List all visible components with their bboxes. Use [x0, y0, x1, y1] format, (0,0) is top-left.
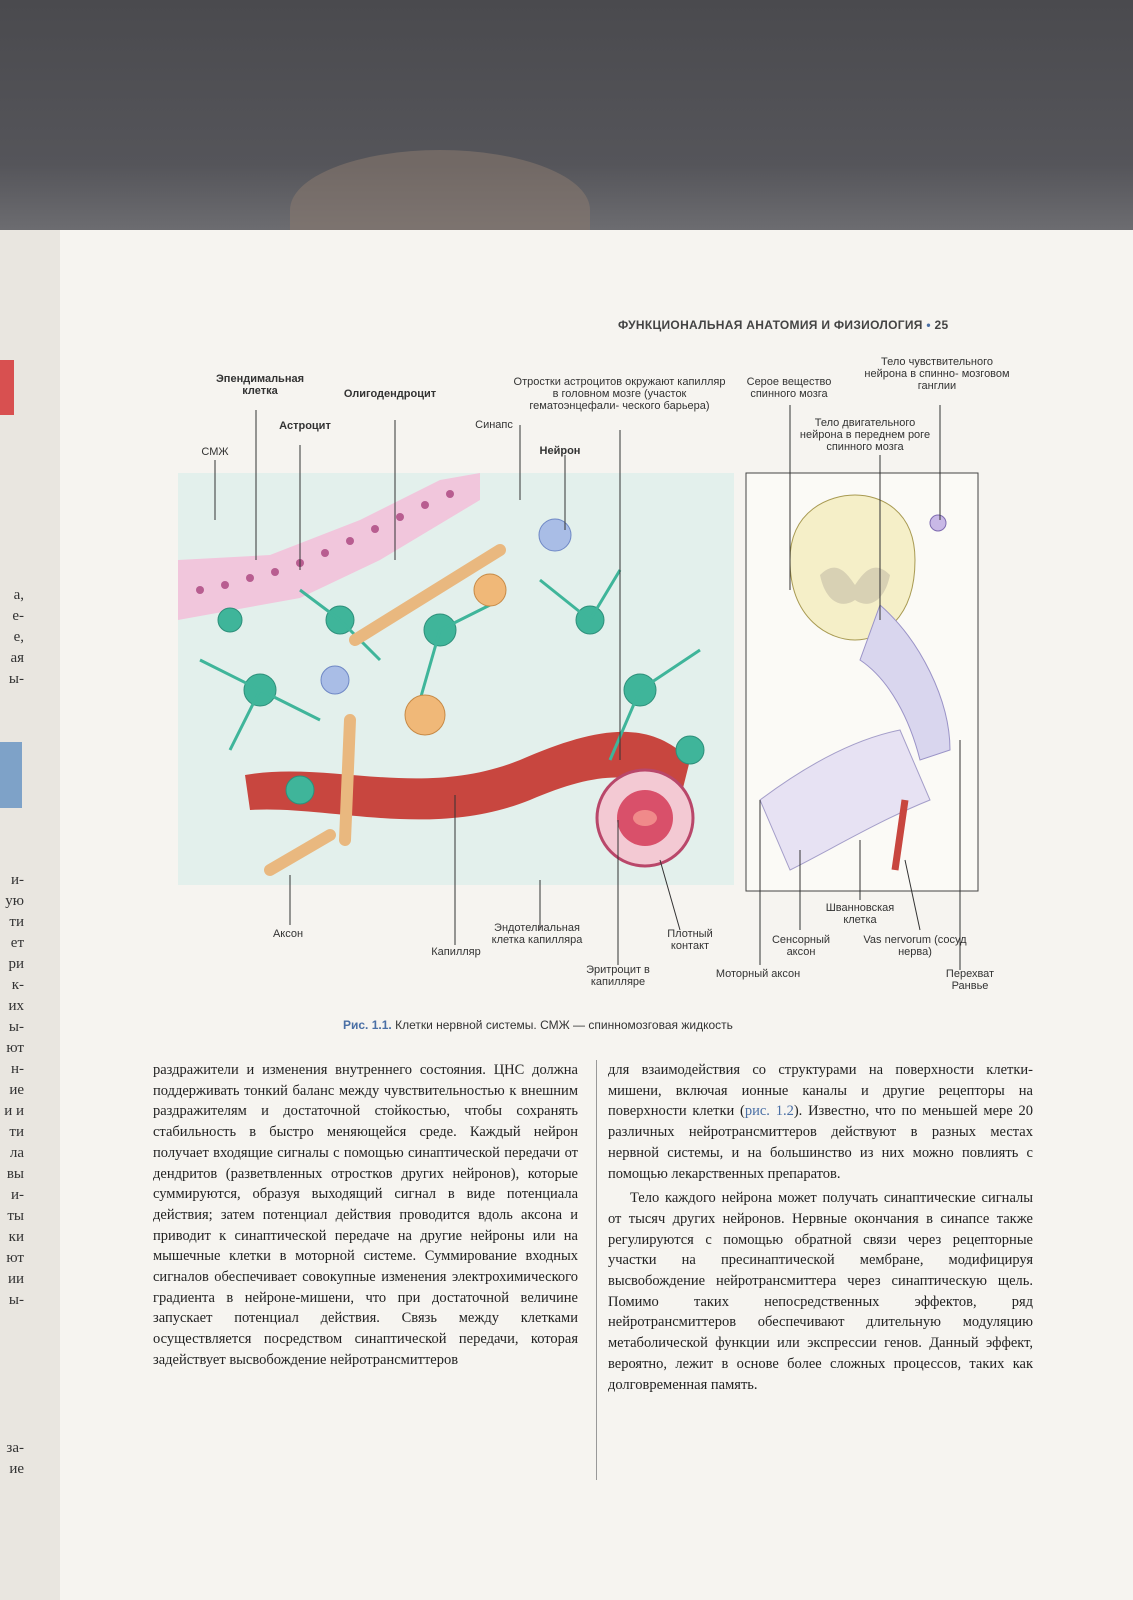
- prev-page-fragment: за-: [6, 1440, 24, 1456]
- label-oligodendrocyte: Олигодендроцит: [343, 388, 437, 400]
- label-sensory-body: Тело чувствительного нейрона в спинно- мозговом ганглии: [864, 356, 1010, 392]
- running-head-title: ФУНКЦИОНАЛЬНАЯ АНАТОМИЯ И ФИЗИОЛОГИЯ: [618, 318, 923, 332]
- paragraph-right-2: Тело каждого нейрона может получать синаптические сигналы от тысяч других нейронов. Нервные окончания в синапсе также регулируются с помощью обратной связи через рецепторные участки на пресинаптической мембране, модифицируя высвобождение нейротрансмиттера через синаптическую щель. Помимо таких непосредственных эффектов, ряд нейротрансмиттеров обеспечивают длительную модуляцию метаболической функции или экспрессии генов. Данный эффект, вероятно, лежит в основе более сложных процессов, таких как долговременная память.: [608, 1190, 1033, 1393]
- figure-number: Рис. 1.1.: [343, 1018, 392, 1032]
- prev-page-fragment: к-: [11, 977, 24, 993]
- label-erythrocyte: Эритроцит в капилляре: [586, 964, 650, 988]
- prev-page-fragment: ти: [9, 914, 24, 930]
- label-tight-junction: Плотный контакт: [667, 928, 713, 952]
- label-axon: Аксон: [272, 928, 304, 940]
- label-neuron: Нейрон: [539, 445, 581, 457]
- prev-page-fragment: ие: [9, 1461, 24, 1477]
- prev-page-fragment: и-: [10, 872, 24, 888]
- label-vas-nervorum: Vas nervorum (сосуд нерва): [863, 934, 967, 958]
- label-csf: СМЖ: [201, 446, 229, 458]
- prev-page-fragment: ая: [10, 650, 24, 666]
- prev-page-fragment: е-: [12, 608, 24, 624]
- prev-page-fragment: ют: [6, 1040, 24, 1056]
- label-capillary: Капилляр: [431, 946, 481, 958]
- label-endothelial: Эндотелиальная клетка капилляра: [491, 922, 583, 946]
- text-column-left: [153, 1060, 578, 1371]
- prev-page-fragment: ет: [10, 935, 24, 951]
- prev-page-fragment: ы-: [8, 1019, 24, 1035]
- label-schwann: Шванновская клетка: [825, 902, 895, 926]
- column-divider: [596, 1060, 597, 1480]
- label-ranvier: Перехват Ранвье: [945, 968, 995, 992]
- paragraph-left: раздражители и изменения внутреннего состояния. ЦНС должна поддерживать тонкий баланс между чувствительностью к внешним раздражителям и достаточной стойкостью, чтобы сохранять стабильность в быстро меняющейся среде. Каждый нейрон получает входящие сигналы с помощью синаптической передачи от дендритов (разветвленных отростков других нейронов), которые суммируются, образуя выходящий сигнал в виде потенциала действия; затем потенциал действия проводится вдоль аксона и приводит к синаптической передаче на другие нейроны или на мышечные клетки в моторной системе. Суммирование входных сигналов обеспечивает совокупные изменения электрохимического градиента в нейроне-мишени, что при достаточной величине запускает потенциал действия. Связь между клетками осуществляется посредством синаптической передачи, которая задействует высвобождение нейротрансмиттеров: [153, 1062, 578, 1368]
- prev-page-fragment: их: [8, 998, 24, 1014]
- label-ependymal: Эпендимальная клетка: [215, 373, 305, 397]
- label-synapse: Синапс: [475, 419, 513, 431]
- label-astro-processes: Отростки астроцитов окружают капилляр в головном мозге (участок гематоэнцефали- ческого барьера): [513, 376, 726, 412]
- label-grey-matter: Серое вещество спинного мозга: [746, 376, 832, 400]
- prev-page-fragment: ки: [8, 1229, 24, 1245]
- label-motor-body: Тело двигательного нейрона в переднем роге спинного мозга: [799, 417, 931, 453]
- prev-page-fragment: ла: [9, 1145, 24, 1161]
- prev-page-fragment: ии: [7, 1271, 24, 1287]
- prev-page-fragment: вы: [6, 1166, 24, 1182]
- prev-page-fragment: н-: [10, 1061, 24, 1077]
- label-motor-axon: Моторный аксон: [715, 968, 801, 980]
- text-column-right: [608, 1060, 1033, 1395]
- prev-page-fragment: а,: [13, 587, 24, 603]
- figure-caption-text: Клетки нервной системы. СМЖ — спинномозговая жидкость: [391, 1018, 733, 1032]
- prev-page-fragment: ты: [7, 1208, 24, 1224]
- prev-page-fragment: и-: [10, 1187, 24, 1203]
- ganglion-neuron: [930, 515, 946, 531]
- label-astrocyte: Астроцит: [279, 420, 331, 432]
- prev-page-fragment: ы-: [8, 1292, 24, 1308]
- prev-page-fragment: ую: [5, 893, 24, 909]
- paragraph-right-1: [608, 1060, 1033, 1184]
- prev-page-fragment: ти: [9, 1124, 24, 1140]
- prev-page-fragments-bottom: [0, 1438, 24, 1480]
- paragraph-right-1-a: для взаимодействия со структурами на поверхности клетки-мишени, включая ионные каналы и другие рецепторы на поверхности клетки (: [608, 1062, 1033, 1120]
- prev-page-fragment: и и: [4, 1103, 24, 1119]
- prev-page-fragment: е,: [13, 629, 24, 645]
- prev-page-fragment: ют: [6, 1250, 24, 1266]
- figure-caption: [343, 1018, 733, 1032]
- prev-page-fragment: ри: [8, 956, 24, 972]
- label-sensory-axon: Сенсорный аксон: [771, 934, 831, 958]
- page-number: 25: [934, 318, 949, 332]
- figure-reference-link[interactable]: рис. 1.2: [744, 1103, 794, 1120]
- erythrocyte: [633, 810, 657, 826]
- prev-page-fragment: ы-: [8, 671, 24, 687]
- running-head-bullet: •: [926, 318, 931, 332]
- spinal-cord-section: [790, 495, 915, 640]
- prev-page-fragment: ие: [9, 1082, 24, 1098]
- paragraph-right-1-b: ). Известно, что по меньшей мере 20 различных нейротрансмиттеров действуют в разных местах нервной системы, и на большинство из них можно повлиять с помощью лекарственных препаратов.: [608, 1103, 1033, 1182]
